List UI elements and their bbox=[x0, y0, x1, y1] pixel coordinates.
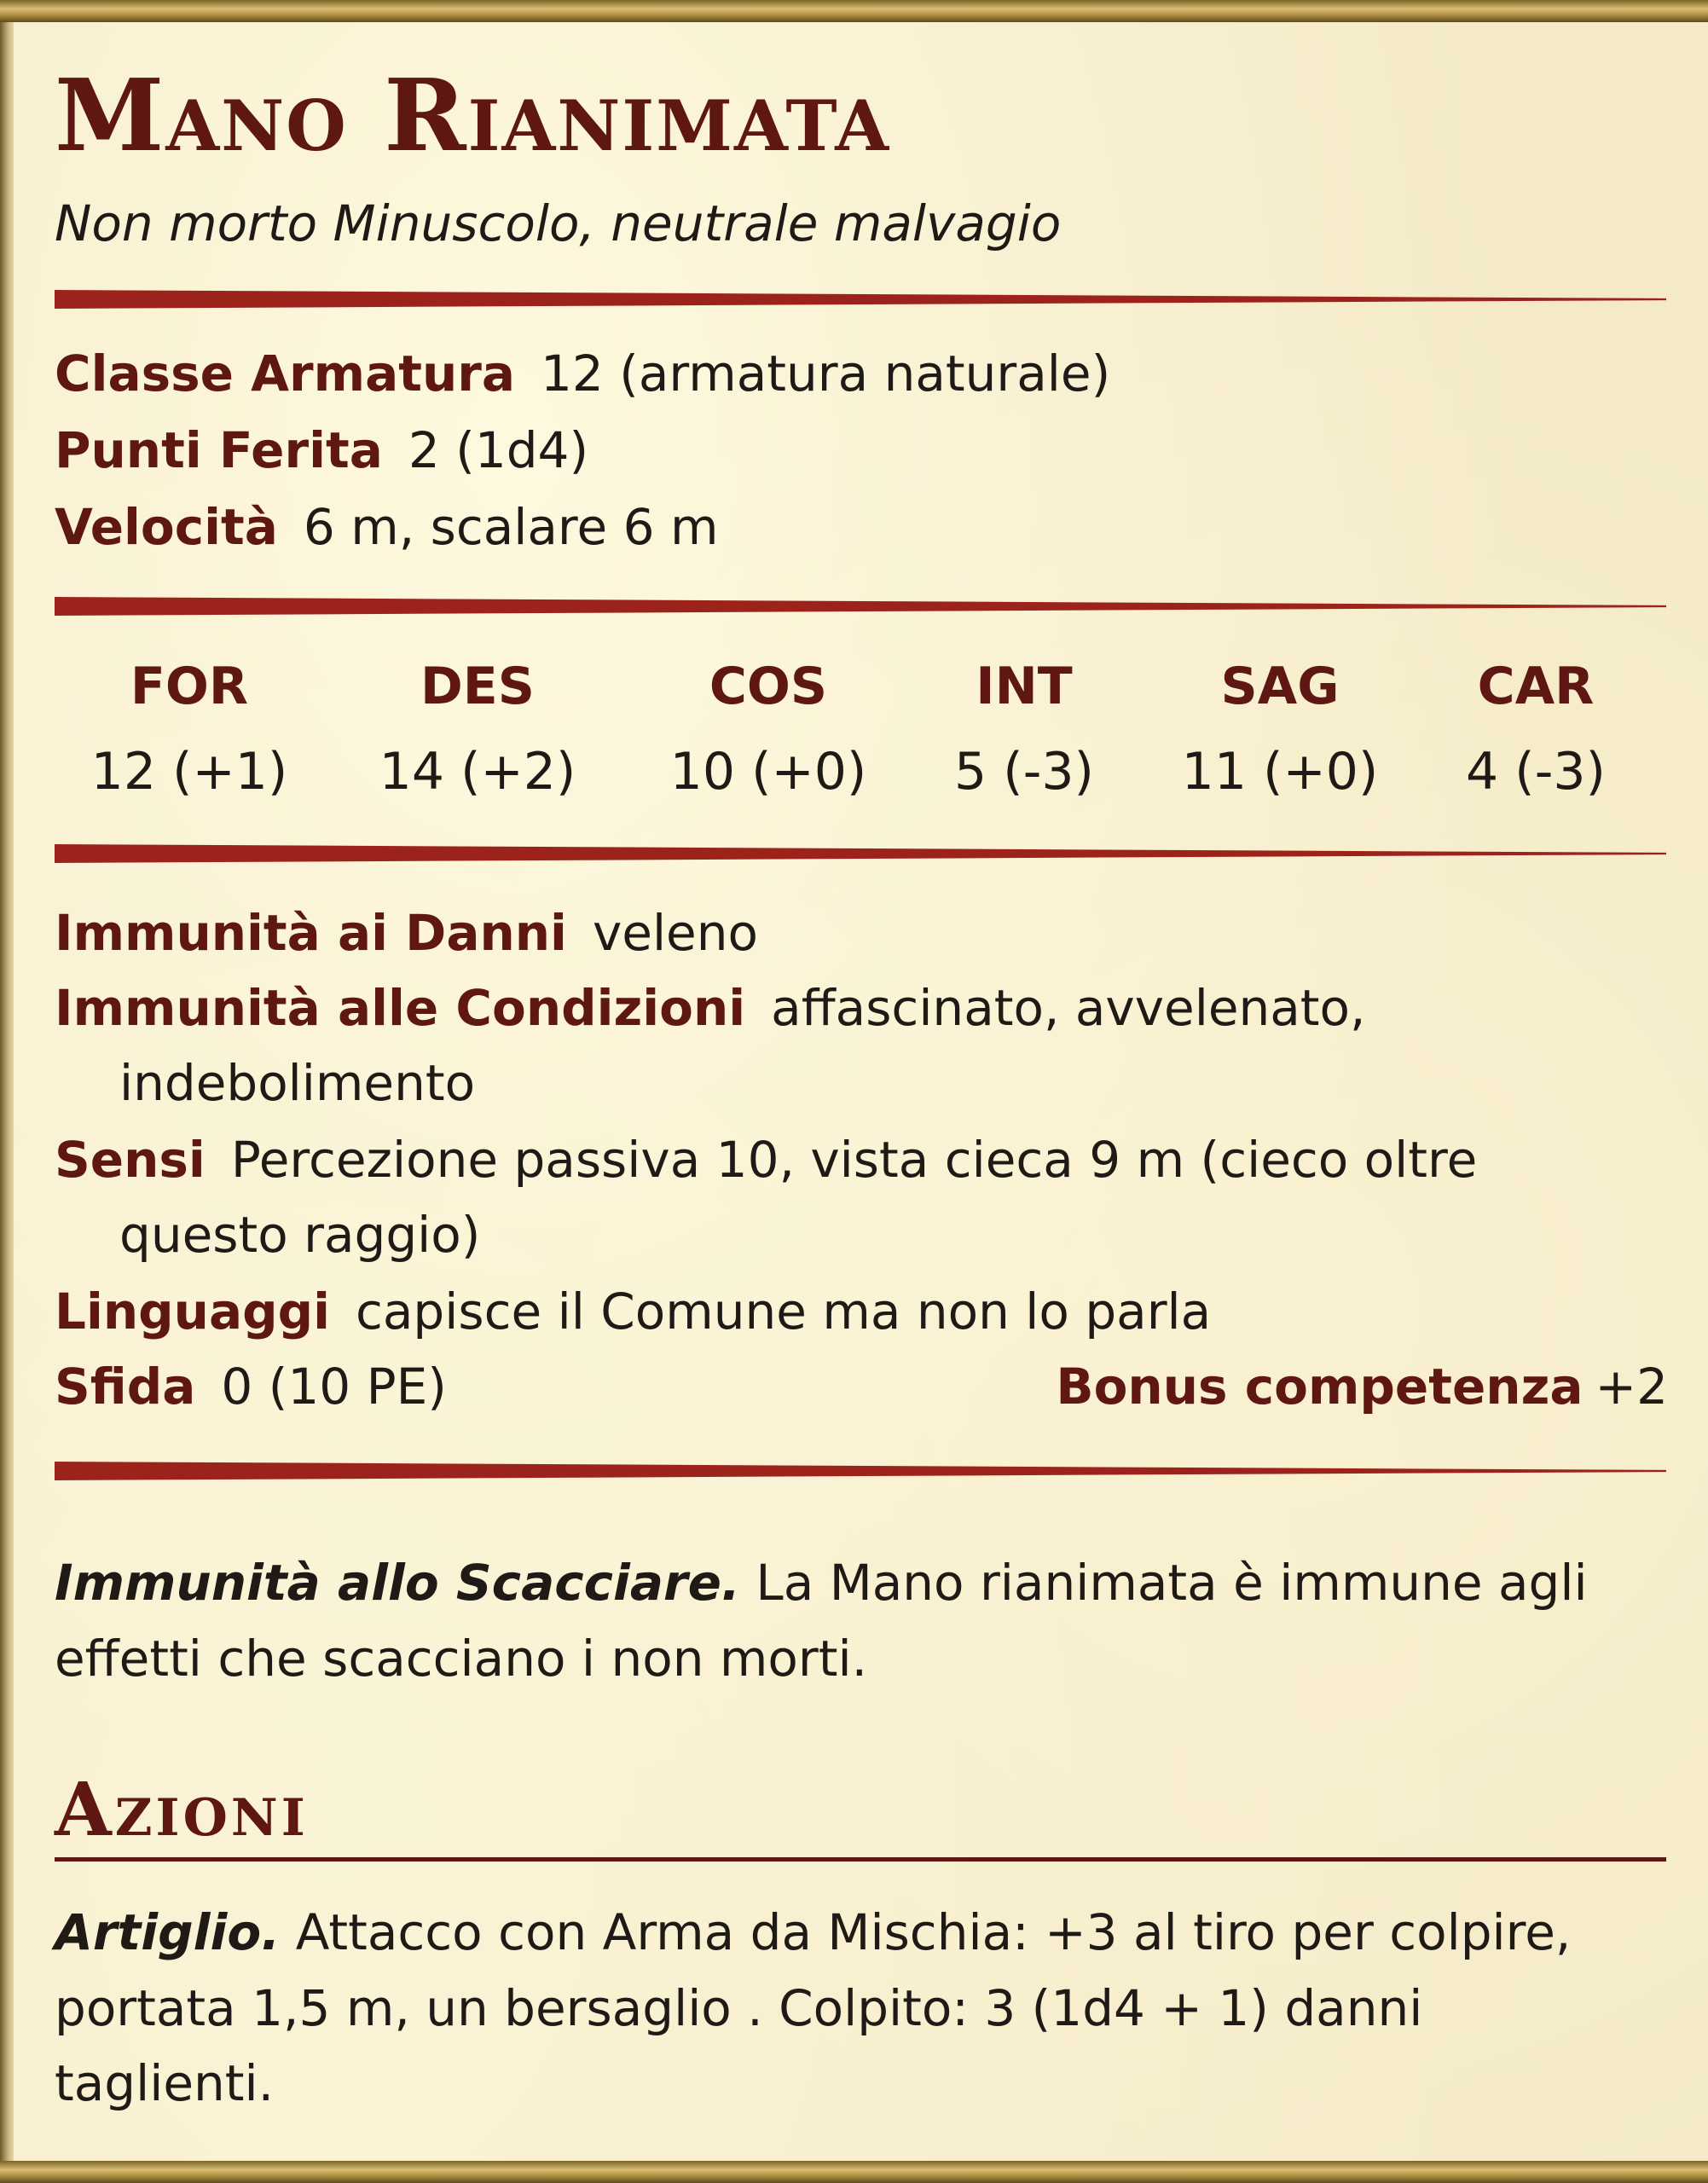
trait-text-line-2: effetti che scacciano i non morti. bbox=[55, 1629, 868, 1688]
hit-points-label: Punti Ferita bbox=[55, 421, 383, 479]
actions-underline bbox=[55, 1857, 1666, 1862]
ability-name-str: FOR bbox=[130, 657, 249, 716]
challenge-value: 0 (10 PE) bbox=[221, 1358, 447, 1416]
action-text-line-3: taglienti. bbox=[55, 2054, 275, 2113]
armor-class-label: Classe Armatura bbox=[55, 345, 515, 402]
condition-immunities-label: Immunità alle Condizioni bbox=[55, 979, 746, 1037]
trait-turn-immunity bbox=[55, 1545, 1666, 1696]
languages-label: Linguaggi bbox=[55, 1283, 330, 1340]
ability-value-int: 5 (-3) bbox=[954, 742, 1094, 802]
armor-class-line bbox=[55, 345, 1110, 404]
creature-type: Non morto Minuscolo, neutrale malvagio bbox=[55, 194, 1062, 252]
damage-immunities-label: Immunità ai Danni bbox=[55, 904, 567, 962]
condition-immunities-continuation: indebolimento bbox=[119, 1054, 476, 1112]
action-text-line-2: portata 1,5 m, un bersaglio . Colpito: 3 (1d4 + 1) danni bbox=[55, 1978, 1423, 2037]
left-border bbox=[0, 22, 14, 2161]
hit-points-value: 2 (1d4) bbox=[408, 421, 589, 479]
ability-name-cha: CAR bbox=[1477, 657, 1595, 716]
speed-label: Velocità bbox=[55, 498, 278, 556]
divider-rule bbox=[55, 597, 1666, 616]
challenge-label: Sfida bbox=[55, 1358, 196, 1416]
ability-name-con: COS bbox=[709, 657, 828, 716]
proficiency-bonus-value: +2 bbox=[1595, 1358, 1668, 1416]
action-text-line-1: Attacco con Arma da Mischia: +3 al tiro per colpire, bbox=[280, 1903, 1572, 1961]
damage-immunities-line bbox=[55, 904, 758, 964]
action-name: Artiglio. bbox=[55, 1903, 281, 1961]
ability-name-dex: DES bbox=[420, 657, 535, 716]
ability-value-cha: 4 (-3) bbox=[1466, 742, 1606, 802]
speed-line bbox=[55, 498, 718, 558]
speed-value: 6 m, scalare 6 m bbox=[303, 498, 719, 556]
condition-immunities-line bbox=[55, 979, 1365, 1039]
condition-immunities-value: affascinato, avvelenato, bbox=[771, 979, 1366, 1037]
divider-rule bbox=[55, 1462, 1666, 1480]
ability-value-con: 10 (+0) bbox=[669, 742, 867, 802]
hit-points-line bbox=[55, 421, 588, 481]
action-claw bbox=[55, 1895, 1666, 2122]
senses-label: Sensi bbox=[55, 1131, 206, 1189]
creature-name: Mano Rianimata bbox=[55, 58, 891, 174]
armor-class-value: 12 (armatura naturale) bbox=[540, 345, 1111, 402]
ability-value-str: 12 (+1) bbox=[90, 742, 288, 802]
ability-name-int: INT bbox=[976, 657, 1073, 716]
trait-name: Immunità allo Scacciare. bbox=[55, 1554, 740, 1612]
actions-heading: Azioni bbox=[55, 1767, 309, 1853]
senses-continuation: questo raggio) bbox=[119, 1206, 481, 1264]
languages-line bbox=[55, 1283, 1211, 1342]
challenge-line bbox=[55, 1358, 447, 1417]
divider-rule bbox=[55, 844, 1666, 863]
senses-line bbox=[55, 1131, 1477, 1190]
ability-value-dex: 14 (+2) bbox=[379, 742, 576, 802]
languages-value: capisce il Comune ma non lo parla bbox=[356, 1283, 1212, 1340]
ability-value-wis: 11 (+0) bbox=[1181, 742, 1379, 802]
divider-rule bbox=[55, 290, 1666, 309]
ability-name-wis: SAG bbox=[1220, 657, 1340, 716]
senses-value: Percezione passiva 10, vista cieca 9 m (cieco oltre bbox=[230, 1131, 1478, 1189]
bottom-border bbox=[0, 2161, 1708, 2183]
ability-scores bbox=[55, 657, 1666, 827]
proficiency-bonus bbox=[1056, 1358, 1668, 1417]
trait-text-line-1: La Mano rianimata è immune agli bbox=[739, 1554, 1588, 1612]
proficiency-bonus-label: Bonus competenza bbox=[1056, 1358, 1584, 1416]
damage-immunities-value: veleno bbox=[592, 904, 758, 962]
top-border bbox=[0, 0, 1708, 22]
